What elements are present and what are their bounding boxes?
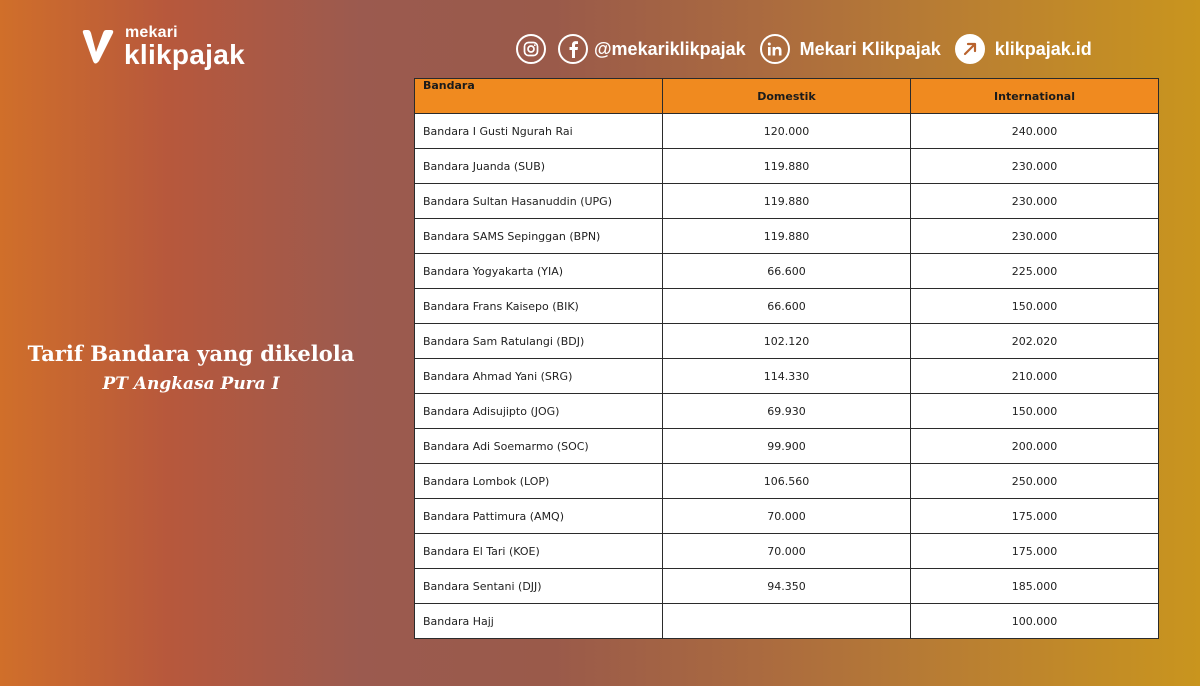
domestic-fee: 99.900: [663, 429, 911, 464]
airport-name: Bandara SAMS Sepinggan (BPN): [415, 219, 663, 254]
brand-logo: [80, 24, 270, 74]
international-fee: 150.000: [911, 289, 1159, 324]
header-bandara: Bandara: [415, 79, 663, 114]
international-fee: 202.020: [911, 324, 1159, 359]
linkedin-icon[interactable]: [760, 34, 790, 64]
airport-name: Bandara Juanda (SUB): [415, 149, 663, 184]
airport-name: Bandara Adi Soemarmo (SOC): [415, 429, 663, 464]
page-title: Tarif Bandara yang dikelola: [27, 341, 355, 366]
domestic-fee: 119.880: [663, 219, 911, 254]
domestic-fee: [663, 604, 911, 639]
arrow-up-right-icon[interactable]: [955, 34, 985, 64]
table-row: [415, 359, 1159, 394]
international-fee: 175.000: [911, 499, 1159, 534]
international-fee: 230.000: [911, 149, 1159, 184]
international-fee: 200.000: [911, 429, 1159, 464]
website-link[interactable]: klikpajak.id: [994, 38, 1092, 59]
domestic-fee: 70.000: [663, 534, 911, 569]
table-row: [415, 149, 1159, 184]
social-handle[interactable]: @mekariklikpajak: [594, 38, 746, 59]
domestic-fee: 102.120: [663, 324, 911, 359]
table-row: [415, 499, 1159, 534]
international-fee: 250.000: [911, 464, 1159, 499]
international-fee: 230.000: [911, 219, 1159, 254]
domestic-fee: 119.880: [663, 149, 911, 184]
airport-name: Bandara Frans Kaisepo (BIK): [415, 289, 663, 324]
table-row: [415, 219, 1159, 254]
check-logo-icon: [80, 28, 116, 68]
table-row: [415, 464, 1159, 499]
airport-name: Bandara Adisujipto (JOG): [415, 394, 663, 429]
header-domestik: Domestik: [663, 79, 911, 114]
airport-name: Bandara Sultan Hasanuddin (UPG): [415, 184, 663, 219]
international-fee: 175.000: [911, 534, 1159, 569]
domestic-fee: 66.600: [663, 254, 911, 289]
domestic-fee: 119.880: [663, 184, 911, 219]
domestic-fee: 120.000: [663, 114, 911, 149]
domestic-fee: 94.350: [663, 569, 911, 604]
airport-name: Bandara Lombok (LOP): [415, 464, 663, 499]
table-row: [415, 569, 1159, 604]
brand-big-text: klikpajak: [124, 39, 246, 70]
airport-name: Bandara El Tari (KOE): [415, 534, 663, 569]
social-bar: [516, 32, 1092, 66]
domestic-fee: 106.560: [663, 464, 911, 499]
international-fee: 185.000: [911, 569, 1159, 604]
table-row: [415, 254, 1159, 289]
domestic-fee: 66.600: [663, 289, 911, 324]
international-fee: 150.000: [911, 394, 1159, 429]
international-fee: 210.000: [911, 359, 1159, 394]
brand-small-text: mekari: [125, 24, 178, 41]
table-row: [415, 114, 1159, 149]
airport-name: Bandara Hajj: [415, 604, 663, 639]
domestic-fee: 69.930: [663, 394, 911, 429]
facebook-icon[interactable]: [558, 34, 588, 64]
page-subtitle: PT Angkasa Pura I: [102, 374, 280, 394]
header-international: International: [911, 79, 1159, 114]
international-fee: 230.000: [911, 184, 1159, 219]
airport-name: Bandara Sentani (DJJ): [415, 569, 663, 604]
table-header-row: [415, 79, 1159, 114]
table-row: [415, 429, 1159, 464]
domestic-fee: 70.000: [663, 499, 911, 534]
linkedin-label[interactable]: Mekari Klikpajak: [799, 38, 941, 59]
airport-name: Bandara Yogyakarta (YIA): [415, 254, 663, 289]
international-fee: 225.000: [911, 254, 1159, 289]
airport-name: Bandara Pattimura (AMQ): [415, 499, 663, 534]
table-row: [415, 604, 1159, 639]
international-fee: 240.000: [911, 114, 1159, 149]
airport-name: Bandara I Gusti Ngurah Rai: [415, 114, 663, 149]
domestic-fee: 114.330: [663, 359, 911, 394]
tariff-table: [414, 78, 1159, 639]
table-row: [415, 534, 1159, 569]
table-row: [415, 289, 1159, 324]
international-fee: 100.000: [911, 604, 1159, 639]
table-row: [415, 324, 1159, 359]
airport-name: Bandara Sam Ratulangi (BDJ): [415, 324, 663, 359]
airport-name: Bandara Ahmad Yani (SRG): [415, 359, 663, 394]
instagram-icon[interactable]: [516, 34, 546, 64]
table-row: [415, 184, 1159, 219]
table-row: [415, 394, 1159, 429]
